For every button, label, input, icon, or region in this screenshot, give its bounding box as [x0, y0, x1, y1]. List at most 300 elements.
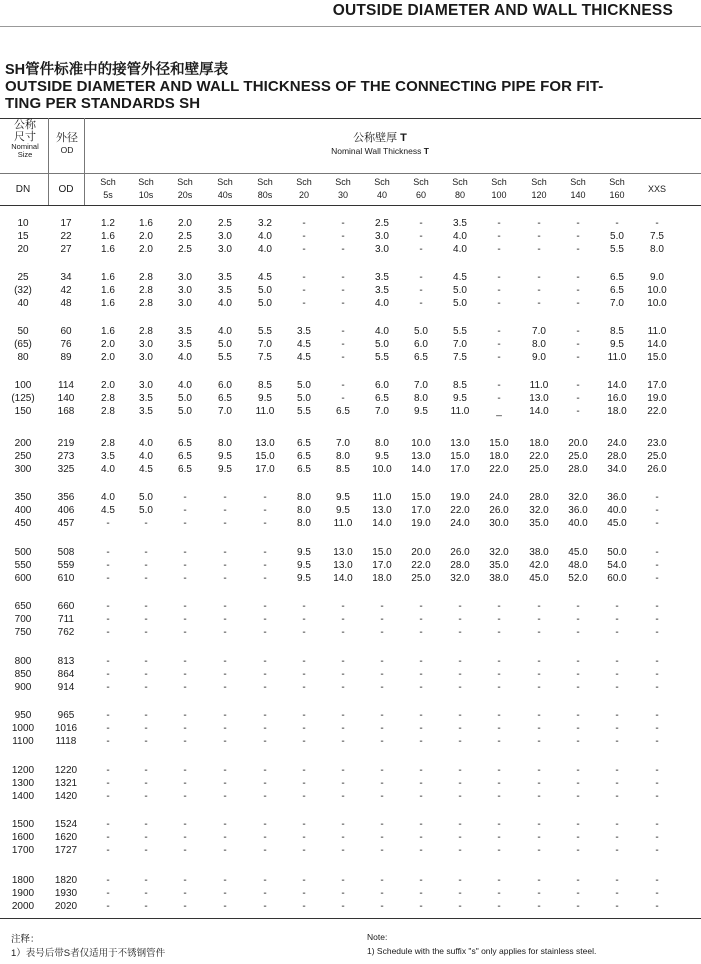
thickness-cell: - [144, 778, 148, 789]
thickness-cell: 7.0 [532, 326, 546, 337]
thickness-cell: - [263, 901, 267, 912]
thickness-cell: - [576, 298, 580, 309]
thickness-cell: 3.5 [297, 326, 311, 337]
thickness-cell: - [183, 819, 187, 830]
thickness-cell: - [144, 682, 148, 693]
column-header-schedule-number: 80s [257, 190, 273, 200]
thickness-cell: 5.5 [610, 244, 624, 255]
thickness-cell: - [537, 723, 541, 734]
thickness-cell: - [263, 832, 267, 843]
od-cell: 1620 [54, 832, 78, 843]
thickness-cell: 5.5 [258, 326, 272, 337]
od-cell: 1820 [54, 875, 78, 886]
thickness-cell: - [302, 231, 306, 242]
thickness-cell: - [497, 875, 501, 886]
thickness-cell: - [380, 627, 384, 638]
thickness-cell: - [458, 875, 462, 886]
thickness-cell: - [615, 875, 619, 886]
thickness-cell: - [576, 231, 580, 242]
thickness-cell: - [497, 832, 501, 843]
thickness-cell: - [263, 518, 267, 529]
thickness-cell: 9.5 [375, 451, 389, 462]
od-cell: 660 [57, 601, 75, 612]
thickness-cell: - [341, 326, 345, 337]
thickness-cell: 4.0 [375, 326, 389, 337]
dn-cell: 900 [14, 682, 32, 693]
thickness-cell: - [106, 601, 110, 612]
thickness-cell: - [655, 547, 659, 558]
thickness-cell: 8.5 [336, 464, 350, 475]
thickness-cell: - [537, 778, 541, 789]
thickness-cell: - [183, 682, 187, 693]
thickness-cell: - [183, 614, 187, 625]
thickness-cell: 14.0 [607, 380, 627, 391]
thickness-cell: 2.0 [101, 352, 115, 363]
thickness-cell: 25.0 [568, 451, 588, 462]
thickness-cell: - [380, 682, 384, 693]
dn-cell: (32) [14, 285, 32, 296]
thickness-cell: - [655, 791, 659, 802]
thickness-cell: 18.0 [529, 438, 549, 449]
thickness-cell: - [497, 601, 501, 612]
thickness-cell: - [183, 518, 187, 529]
thickness-cell: - [341, 791, 345, 802]
thickness-cell: 2.0 [139, 244, 153, 255]
thickness-cell: 4.0 [178, 380, 192, 391]
od-cell: 965 [57, 710, 75, 721]
title-english-line1: OUTSIDE DIAMETER AND WALL THICKNESS OF THE CONNECTING PIPE FOR FIT- [5, 78, 604, 95]
thickness-cell: 25.0 [529, 464, 549, 475]
thickness-cell: - [183, 832, 187, 843]
thickness-cell: 13.0 [529, 393, 549, 404]
thickness-cell: - [223, 791, 227, 802]
thickness-cell: 3.5 [453, 218, 467, 229]
thickness-cell: - [144, 765, 148, 776]
thickness-cell: - [655, 218, 659, 229]
column-header-schedule-number: 60 [415, 190, 426, 200]
dn-cell: (65) [14, 339, 32, 350]
thickness-cell: - [144, 723, 148, 734]
thickness-cell: - [615, 656, 619, 667]
column-header-schedule: Sch [413, 177, 429, 187]
thickness-cell: 13.0 [333, 547, 353, 558]
wall-thickness-cn [250, 132, 510, 145]
thickness-cell: - [144, 819, 148, 830]
thickness-cell: - [615, 765, 619, 776]
thickness-cell: - [419, 845, 423, 856]
thickness-cell: 10.0 [372, 464, 392, 475]
dn-cell: 600 [14, 573, 32, 584]
thickness-cell: - [497, 380, 501, 391]
thickness-cell: - [419, 244, 423, 255]
thickness-cell: 22.0 [411, 560, 431, 571]
thickness-cell: - [655, 614, 659, 625]
thickness-cell: - [497, 352, 501, 363]
thickness-cell: 32.0 [489, 547, 509, 558]
thickness-cell: - [497, 285, 501, 296]
thickness-cell: - [615, 736, 619, 747]
thickness-cell: 17.0 [372, 560, 392, 571]
table-header-mid-rule [0, 173, 701, 174]
column-header-schedule: Sch [335, 177, 351, 187]
dn-cell: 450 [14, 518, 32, 529]
thickness-cell: 4.0 [101, 464, 115, 475]
thickness-cell: - [263, 888, 267, 899]
thickness-cell: 8.5 [258, 380, 272, 391]
thickness-cell: 2.8 [139, 298, 153, 309]
column-header-schedule-number: 160 [609, 190, 625, 200]
note-english-text: 1) Schedule with the suffix "s" only applies for stainless steel. [367, 946, 597, 956]
thickness-cell: - [106, 573, 110, 584]
thickness-cell: 20.0 [568, 438, 588, 449]
thickness-cell: 8.0 [375, 438, 389, 449]
thickness-cell: - [341, 723, 345, 734]
thickness-cell: 5.0 [218, 339, 232, 350]
dn-cell: 400 [14, 505, 32, 516]
thickness-cell: - [223, 778, 227, 789]
column-header-schedule-number: 10s [138, 190, 154, 200]
thickness-cell: - [302, 614, 306, 625]
column-header-dn: DN [15, 184, 31, 195]
thickness-cell: - [144, 669, 148, 680]
thickness-cell: 5.0 [297, 380, 311, 391]
thickness-cell: 6.5 [178, 438, 192, 449]
thickness-cell: 6.5 [375, 393, 389, 404]
od-cell: 1930 [54, 888, 78, 899]
thickness-cell: 45.0 [607, 518, 627, 529]
od-cell: 89 [60, 352, 72, 363]
thickness-cell: - [302, 845, 306, 856]
od-cell: 1727 [54, 845, 78, 856]
thickness-cell: 5.0 [178, 393, 192, 404]
thickness-cell: - [655, 765, 659, 776]
od-cell: 864 [57, 669, 75, 680]
thickness-cell: 3.5 [218, 272, 232, 283]
thickness-cell: 45.0 [568, 547, 588, 558]
thickness-cell: 1.6 [139, 218, 153, 229]
page-header: OUTSIDE DIAMETER AND WALL THICKNESS [332, 2, 673, 19]
thickness-cell: - [106, 845, 110, 856]
thickness-cell: - [537, 669, 541, 680]
table-top-rule [0, 118, 701, 119]
thickness-cell: - [458, 765, 462, 776]
thickness-cell: 16.0 [607, 393, 627, 404]
dn-cell: 650 [14, 601, 32, 612]
thickness-cell: - [380, 875, 384, 886]
thickness-cell: 3.5 [178, 326, 192, 337]
od-cell: 508 [57, 547, 75, 558]
thickness-cell: 13.0 [450, 438, 470, 449]
thickness-cell: 8.0 [218, 438, 232, 449]
thickness-cell: 52.0 [568, 573, 588, 584]
thickness-cell: - [263, 845, 267, 856]
thickness-cell: - [263, 723, 267, 734]
od-cell: 610 [57, 573, 75, 584]
od-cell: 1524 [54, 819, 78, 830]
thickness-cell: 24.0 [489, 492, 509, 503]
thickness-cell: - [263, 778, 267, 789]
column-header-schedule: Sch [217, 177, 233, 187]
thickness-cell: 17.0 [450, 464, 470, 475]
thickness-cell: - [380, 765, 384, 776]
thickness-cell: - [380, 832, 384, 843]
od-cell: 1118 [55, 736, 77, 747]
thickness-cell: - [263, 656, 267, 667]
thickness-cell: - [223, 723, 227, 734]
thickness-cell: - [537, 819, 541, 830]
nominal-size-cn1: 公称 [14, 119, 36, 131]
thickness-cell: 6.0 [218, 380, 232, 391]
dn-cell: 20 [17, 244, 29, 255]
column-header-schedule: XXS [647, 184, 666, 194]
thickness-cell: - [341, 778, 345, 789]
thickness-cell: - [183, 573, 187, 584]
thickness-cell: - [576, 765, 580, 776]
thickness-cell: - [419, 736, 423, 747]
column-header-schedule: Sch [491, 177, 507, 187]
thickness-cell: - [419, 723, 423, 734]
thickness-cell: - [655, 710, 659, 721]
thickness-cell: - [144, 614, 148, 625]
dn-cell: 2000 [11, 901, 35, 912]
thickness-cell: 3.0 [139, 339, 153, 350]
thickness-cell: - [537, 272, 541, 283]
thickness-cell: 13.0 [372, 505, 392, 516]
thickness-cell: 3.5 [375, 285, 389, 296]
thickness-cell: - [655, 601, 659, 612]
thickness-cell: 2.8 [101, 438, 115, 449]
thickness-cell: 22.0 [489, 464, 509, 475]
thickness-cell: 5.0 [139, 492, 153, 503]
thickness-cell: - [183, 778, 187, 789]
thickness-cell: - [655, 682, 659, 693]
thickness-cell: 4.0 [218, 326, 232, 337]
thickness-cell: 7.5 [650, 231, 664, 242]
column-header-schedule: Sch [452, 177, 468, 187]
dn-cell: 10 [17, 218, 29, 229]
thickness-cell: - [497, 326, 501, 337]
thickness-cell: - [615, 845, 619, 856]
thickness-cell: - [302, 778, 306, 789]
thickness-cell: 7.0 [610, 298, 624, 309]
thickness-cell: 3.5 [139, 406, 153, 417]
thickness-cell: 36.0 [607, 492, 627, 503]
thickness-cell: - [497, 218, 501, 229]
column-header-schedule-number: 40 [376, 190, 387, 200]
thickness-cell: - [458, 601, 462, 612]
thickness-cell: - [615, 791, 619, 802]
dn-cell: 950 [14, 710, 32, 721]
thickness-cell: 4.0 [101, 492, 115, 503]
thickness-cell: - [380, 845, 384, 856]
thickness-cell: - [183, 888, 187, 899]
dn-cell: 1100 [12, 736, 34, 747]
thickness-cell: - [144, 875, 148, 886]
od-cell: 813 [57, 656, 75, 667]
thickness-cell: - [380, 723, 384, 734]
thickness-cell: - [263, 791, 267, 802]
thickness-cell: - [341, 614, 345, 625]
thickness-cell: 1.6 [101, 272, 115, 283]
thickness-cell: - [497, 791, 501, 802]
thickness-cell: 60.0 [607, 573, 627, 584]
dn-cell: 350 [14, 492, 32, 503]
thickness-cell: - [497, 656, 501, 667]
thickness-cell: 25.0 [647, 451, 667, 462]
thickness-cell: - [302, 272, 306, 283]
thickness-cell: 15.0 [372, 547, 392, 558]
thickness-cell: - [655, 669, 659, 680]
thickness-cell: - [144, 791, 148, 802]
thickness-cell: - [263, 627, 267, 638]
thickness-cell: - [223, 492, 227, 503]
thickness-cell: - [223, 682, 227, 693]
thickness-cell: - [183, 736, 187, 747]
thickness-cell: 11.0 [529, 380, 549, 391]
thickness-cell: - [302, 627, 306, 638]
note-chinese-text: 1）表号后带S者仅适用于不锈钢管件 [11, 948, 166, 959]
thickness-cell: - [615, 901, 619, 912]
thickness-cell: - [576, 901, 580, 912]
thickness-cell: 18.0 [607, 406, 627, 417]
thickness-cell: - [106, 875, 110, 886]
wall-thickness-symbol: T [400, 132, 407, 144]
thickness-cell: 32.0 [529, 505, 549, 516]
thickness-cell: 5.0 [414, 326, 428, 337]
thickness-cell: - [263, 560, 267, 571]
thickness-cell: - [302, 832, 306, 843]
thickness-cell: - [655, 560, 659, 571]
thickness-cell: - [576, 875, 580, 886]
thickness-cell: - [655, 492, 659, 503]
od-cell: 1016 [54, 723, 78, 734]
thickness-cell: - [419, 298, 423, 309]
thickness-cell: - [106, 736, 110, 747]
od-cell: 1420 [54, 791, 78, 802]
dn-cell: 80 [17, 352, 29, 363]
column-header-schedule-number: 30 [337, 190, 348, 200]
thickness-cell: 24.0 [450, 518, 470, 529]
thickness-cell: - [341, 669, 345, 680]
thickness-cell: - [263, 819, 267, 830]
thickness-cell: - [576, 244, 580, 255]
thickness-cell: - [419, 614, 423, 625]
od-cell: 27 [60, 244, 72, 255]
od-cell: 168 [57, 406, 75, 417]
thickness-cell: 3.0 [375, 231, 389, 242]
thickness-cell: 4.5 [101, 505, 115, 516]
thickness-cell: 40.0 [568, 518, 588, 529]
thickness-cell: - [615, 778, 619, 789]
thickness-cell: 2.0 [139, 231, 153, 242]
thickness-cell: - [458, 627, 462, 638]
thickness-cell: 5.0 [178, 406, 192, 417]
thickness-cell: - [183, 669, 187, 680]
thickness-cell: 4.0 [258, 231, 272, 242]
thickness-cell: 4.5 [297, 352, 311, 363]
thickness-cell: 9.5 [218, 451, 232, 462]
thickness-cell: 19.0 [450, 492, 470, 503]
thickness-cell: - [458, 710, 462, 721]
thickness-cell: 7.5 [453, 352, 467, 363]
thickness-cell: 2.8 [101, 393, 115, 404]
table-bottom-rule [0, 918, 701, 919]
thickness-cell: 4.0 [453, 231, 467, 242]
thickness-cell: 7.0 [218, 406, 232, 417]
thickness-cell: 4.5 [139, 464, 153, 475]
thickness-cell: 1.6 [101, 231, 115, 242]
thickness-cell: - [497, 231, 501, 242]
thickness-cell: 4.0 [453, 244, 467, 255]
note-english-title: Note: [367, 932, 388, 942]
thickness-cell: 5.0 [258, 298, 272, 309]
thickness-cell: - [576, 627, 580, 638]
thickness-cell: - [615, 819, 619, 830]
column-header-schedule: Sch [374, 177, 390, 187]
od-cell: 48 [60, 298, 72, 309]
thickness-cell: - [223, 736, 227, 747]
thickness-cell: 10.0 [411, 438, 431, 449]
nominal-size-header [2, 119, 48, 159]
thickness-cell: 6.5 [610, 272, 624, 283]
thickness-cell: - [576, 656, 580, 667]
thickness-cell: - [144, 710, 148, 721]
thickness-cell: - [537, 627, 541, 638]
dn-cell: 1200 [11, 765, 35, 776]
wall-thickness-en [250, 145, 510, 157]
thickness-cell: 2.5 [375, 218, 389, 229]
thickness-cell: - [341, 845, 345, 856]
thickness-cell: 11.0 [607, 352, 627, 363]
thickness-cell: 14.0 [647, 339, 667, 350]
thickness-cell: - [223, 845, 227, 856]
thickness-cell: - [302, 723, 306, 734]
thickness-cell: - [537, 875, 541, 886]
thickness-cell: 6.5 [414, 352, 428, 363]
thickness-cell: - [106, 547, 110, 558]
thickness-cell: - [655, 832, 659, 843]
thickness-cell: - [419, 601, 423, 612]
thickness-cell: - [183, 492, 187, 503]
thickness-cell: - [263, 492, 267, 503]
thickness-cell: 18.0 [489, 451, 509, 462]
thickness-cell: 9.5 [297, 573, 311, 584]
thickness-cell: 6.5 [610, 285, 624, 296]
thickness-cell: - [341, 875, 345, 886]
thickness-cell: - [576, 380, 580, 391]
thickness-cell: - [615, 723, 619, 734]
thickness-cell: - [497, 627, 501, 638]
thickness-cell: 2.8 [139, 272, 153, 283]
thickness-cell: - [458, 656, 462, 667]
thickness-cell: - [302, 888, 306, 899]
outside-diameter-en: OD [60, 145, 74, 155]
thickness-cell: 36.0 [568, 505, 588, 516]
dn-cell: 50 [17, 326, 29, 337]
thickness-cell: - [106, 614, 110, 625]
column-header-schedule-number: 140 [570, 190, 586, 200]
thickness-cell: - [380, 656, 384, 667]
thickness-cell: 3.0 [218, 231, 232, 242]
thickness-cell: 5.5 [453, 326, 467, 337]
thickness-cell: - [341, 272, 345, 283]
header-rule [0, 26, 701, 27]
thickness-cell: - [341, 901, 345, 912]
thickness-cell: 2.0 [178, 218, 192, 229]
thickness-cell: 15.0 [489, 438, 509, 449]
od-cell: 2020 [54, 901, 78, 912]
thickness-cell: - [106, 888, 110, 899]
